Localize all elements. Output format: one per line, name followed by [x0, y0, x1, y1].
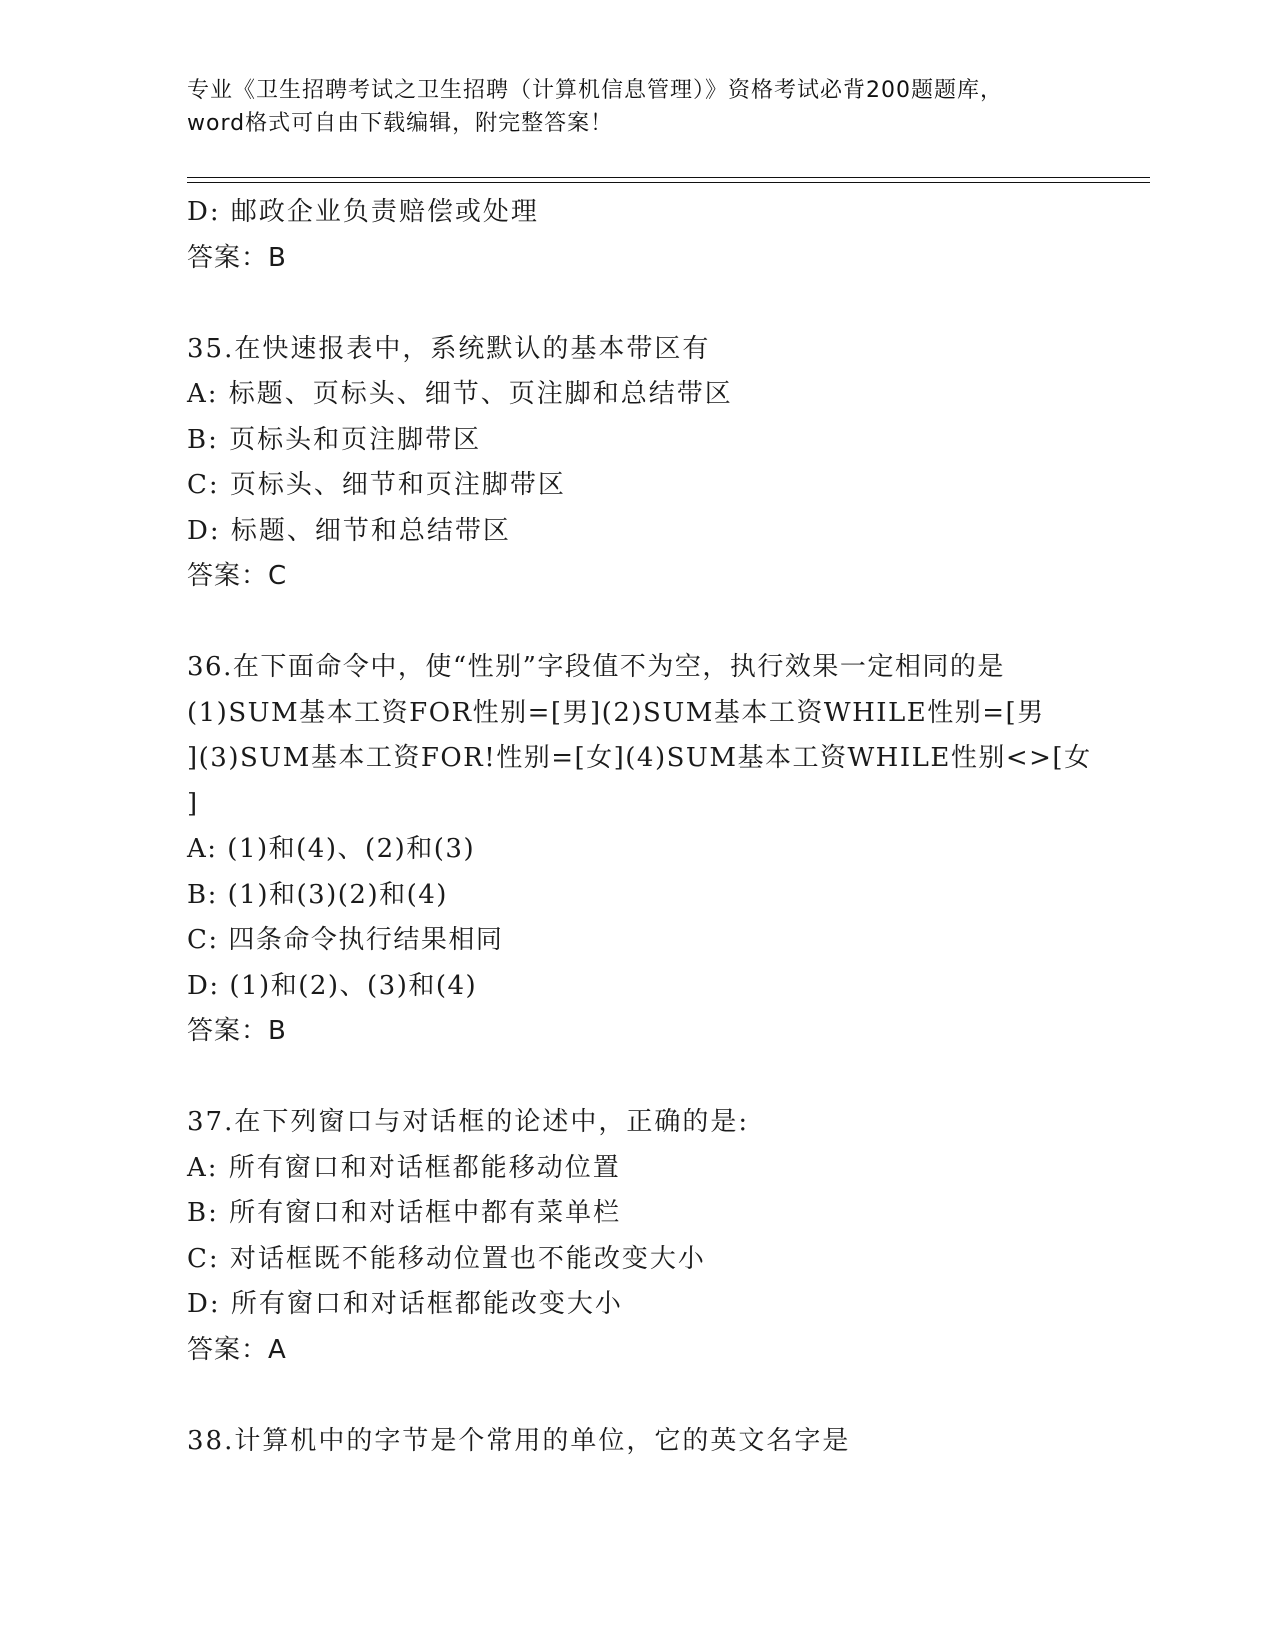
option-a: A: (1)和(4)、(2)和(3) [187, 834, 476, 864]
answer-line: 答案：C [187, 561, 288, 591]
option-d: D: (1)和(2)、(3)和(4) [187, 970, 478, 1001]
option-c: C: 页标头、细节和页注脚带区 [187, 470, 566, 500]
header-divider-top [187, 177, 1150, 178]
option-b: B: 页标头和页注脚带区 [187, 424, 482, 455]
header-title-line-2: word格式可自由下载编辑，附完整答案！ [187, 111, 614, 136]
header-title-line-1: 专业《卫生招聘考试之卫生招聘（计算机信息管理）》资格考试必背200题题库， [187, 78, 1003, 103]
option-c: C: 对话框既不能移动位置也不能改变大小 [187, 1243, 706, 1274]
spacer [187, 600, 1087, 646]
question-35 [187, 327, 1087, 600]
option-a: A: 所有窗口和对话框都能移动位置 [187, 1152, 621, 1183]
question-stem-continued: ](3)SUM基本工资FOR!性别=[女](4)SUM基本工资WHILE性别<>[女 [187, 743, 1092, 773]
header-divider-bottom [187, 182, 1150, 183]
question-stem: 37.在下列窗口与对话框的论述中，正确的是: [187, 1107, 750, 1137]
option-d: D: 邮政企业负责赔偿或处理 [187, 197, 539, 227]
question-38 [187, 1419, 1087, 1465]
answer-line: 答案：B [187, 242, 287, 273]
option-b: B: (1)和(3)(2)和(4) [187, 879, 448, 910]
question-list [187, 190, 1092, 1464]
option-c: C: 四条命令执行结果相同 [187, 925, 504, 955]
question-stem: 35.在快速报表中，系统默认的基本带区有 [187, 333, 711, 364]
spacer [187, 1055, 1087, 1101]
option-d: D: 所有窗口和对话框都能改变大小 [187, 1289, 623, 1319]
option-b: B: 所有窗口和对话框中都有菜单栏 [187, 1198, 622, 1228]
option-d: D: 标题、细节和总结带区 [187, 515, 511, 546]
question-stem: 36.在下面命令中，使“性别”字段值不为空，执行效果一定相同的是 [187, 652, 1005, 682]
spacer [187, 1373, 1087, 1419]
spacer [187, 281, 1087, 327]
question-37 [187, 1100, 1087, 1373]
answer-line: 答案：B [187, 1016, 287, 1046]
question-stem-continued: (1)SUM基本工资FOR性别=[男](2)SUM基本工资WHILE性别=[男 [187, 697, 1045, 728]
option-a: A: 标题、页标头、细节、页注脚和总结带区 [187, 379, 733, 409]
question-36 [187, 645, 1092, 1055]
question-stem-continued: ] [187, 788, 199, 819]
question-stem: 38.计算机中的字节是个常用的单位，它的英文名字是 [187, 1425, 851, 1456]
document-header [187, 74, 1087, 140]
answer-line: 答案：A [187, 1334, 287, 1365]
